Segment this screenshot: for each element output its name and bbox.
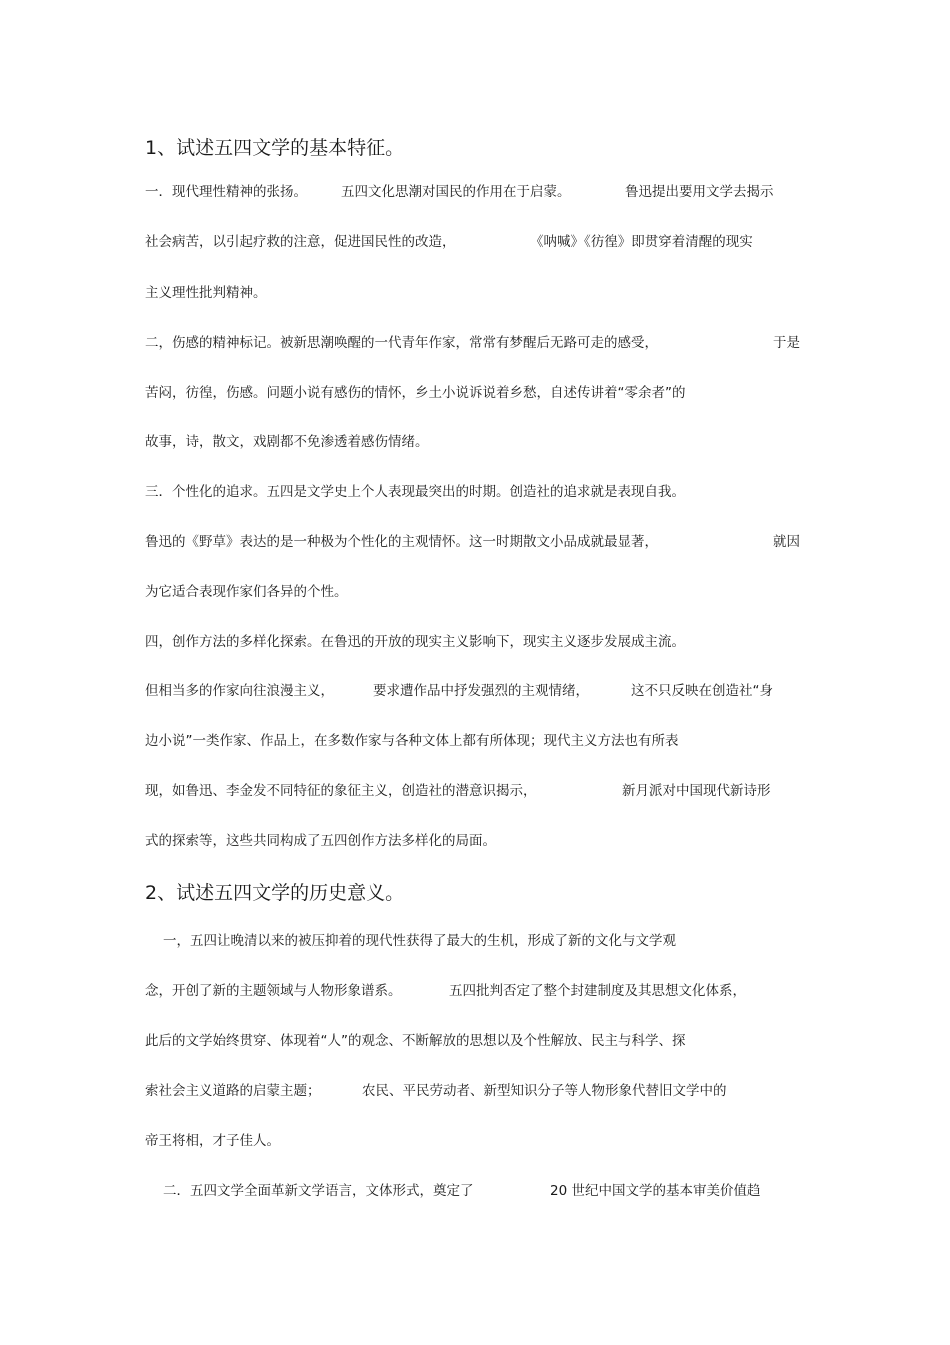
text-segment: 念，开创了新的主题领域与人物形象谱系。: [145, 983, 402, 999]
text-segment: 二，伤感的精神标记。被新思潮唤醒的一代青年作家，常常有梦醒后无路可走的感受，: [145, 335, 658, 351]
text-segment: 二．五四文学全面革新文学语言，文体形式，奠定了: [163, 1183, 474, 1199]
text-segment: 新月派对中国现代新诗形: [622, 783, 771, 799]
text-segment: 农民、平民劳动者、新型知识分子等人物形象代替旧文学中的: [362, 1083, 727, 1099]
text-segment: 为它适合表现作家们各异的个性。: [145, 584, 348, 600]
text-segment: 现，如鲁迅、李金发不同特征的象征主义，创造社的潜意识揭示，: [145, 783, 537, 799]
text-segment: 社会病苦，以引起疗救的注意，促进国民性的改造，: [145, 234, 456, 250]
text-segment: 但相当多的作家向往浪漫主义，: [145, 683, 334, 699]
text-segment: 20 世纪中国文学的基本审美价值趋: [550, 1183, 761, 1199]
text-segment: 主义理性批判精神。: [145, 285, 267, 301]
text-segment: 五四文化思潮对国民的作用在于启蒙。: [341, 184, 571, 200]
text-segment: 四，创作方法的多样化探索。在鲁迅的开放的现实主义影响下，现实主义逐步发展成主流。: [145, 634, 685, 650]
text-segment: 这不只反映在创造社“身: [631, 683, 773, 699]
text-segment: 于是: [773, 335, 800, 351]
text-segment: 索社会主义道路的启蒙主题；: [145, 1083, 321, 1099]
text-segment: 鲁迅提出要用文学去揭示: [625, 184, 774, 200]
text-segment: 边小说”一类作家、作品上，在多数作家与各种文体上都有所体现；现代主义方法也有所表: [145, 733, 679, 749]
text-segment: 式的探索等，这些共同构成了五四创作方法多样化的局面。: [145, 833, 496, 849]
text-segment: 《呐喊》《彷徨》即贯穿着清醒的现实: [530, 234, 753, 250]
text-segment: 三．个性化的追求。五四是文学史上个人表现最突出的时期。创造社的追求就是表现自我。: [145, 484, 685, 500]
text-segment: 一，五四让晚清以来的被压抑着的现代性获得了最大的生机，形成了新的文化与文学观: [163, 933, 676, 949]
section1-title: 1、试述五四文学的基本特征。: [145, 137, 405, 159]
text-segment: 鲁迅的《野草》表达的是一种极为个性化的主观情怀。这一时期散文小品成就最显著，: [145, 534, 658, 550]
text-segment: 此后的文学始终贯穿、体现着“人”的观念、不断解放的思想以及个性解放、民主与科学、探: [145, 1033, 686, 1049]
text-segment: 五四批判否定了整个封建制度及其思想文化体系，: [449, 983, 746, 999]
text-segment: 故事，诗，散文，戏剧都不免渗透着感伤情绪。: [145, 434, 429, 450]
text-segment: 苦闷，彷徨，伤感。问题小说有感伤的情怀，乡土小说诉说着乡愁，自述传讲着“零余者”的: [145, 385, 686, 401]
text-segment: 要求遭作品中抒发强烈的主观情绪，: [373, 683, 589, 699]
text-segment: 一．现代理性精神的张扬。: [145, 184, 307, 200]
text-segment: 帝王将相，才子佳人。: [145, 1133, 280, 1149]
section2-title: 2、试述五四文学的历史意义。: [145, 882, 405, 904]
text-segment: 就因: [773, 534, 800, 550]
